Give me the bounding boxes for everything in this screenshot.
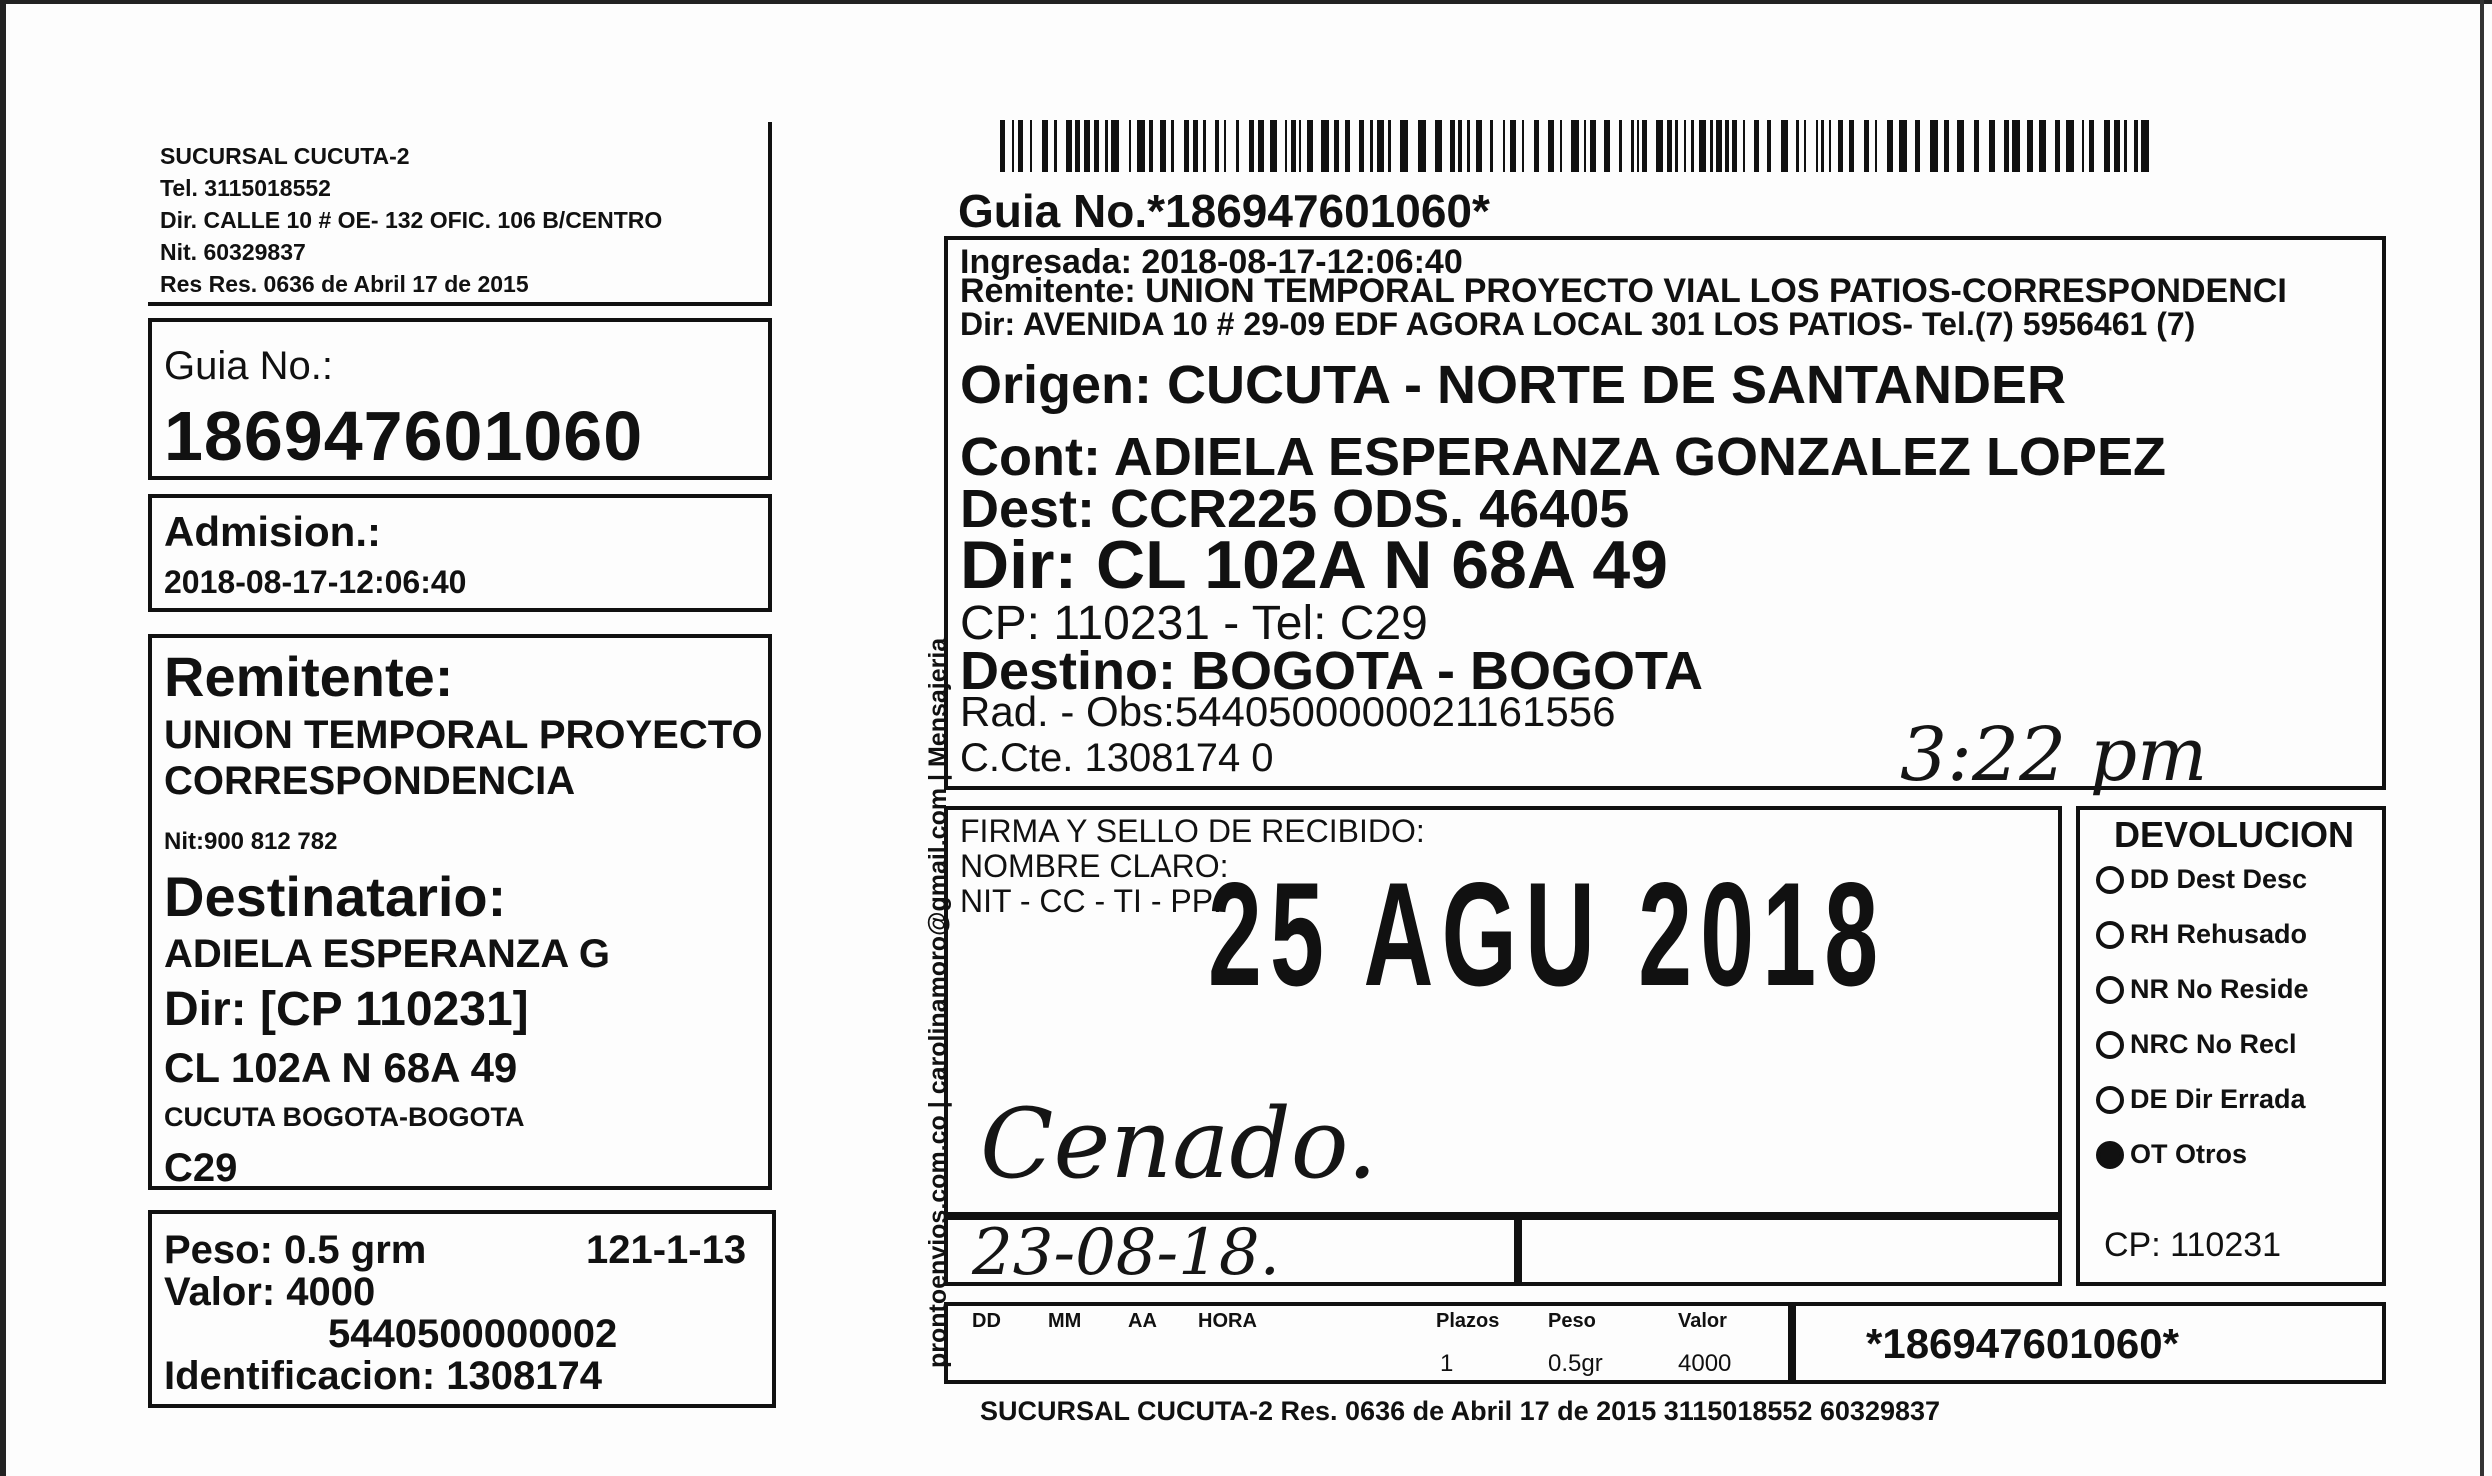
barcode-bar [1804, 120, 1806, 172]
radio-circle-icon[interactable] [2096, 1141, 2124, 1169]
devolucion-option-label: NRC No Recl [2130, 1029, 2297, 1059]
barcode-bar [1743, 120, 1745, 172]
destinatario-city: CUCUTA BOGOTA-BOGOTA [164, 1102, 525, 1132]
identificacion-value: Identificacion: 1308174 [164, 1354, 602, 1398]
table-header-cell: Plazos [1436, 1310, 1500, 1332]
barcode-bar [2134, 120, 2138, 172]
barcode-bar [1075, 120, 1080, 172]
barcode-bar [1875, 120, 1877, 172]
barcode-bar [1631, 120, 1634, 172]
barcode-bar [1699, 120, 1706, 172]
table-header-cell: Peso [1548, 1310, 1596, 1332]
branch-name: SUCURSAL CUCUTA-2 [160, 143, 410, 169]
handwritten-receiver-name: Cenado. [980, 1088, 1378, 1200]
barcode-number-box [1792, 1302, 2386, 1384]
devolucion-option[interactable] [2096, 1084, 2306, 1115]
scan-edge-top [0, 0, 2492, 4]
devolucion-option[interactable] [2096, 1029, 2297, 1060]
barcode-bar [1944, 120, 1949, 172]
barcode-bar [1458, 120, 1462, 172]
barcode-bar [1321, 120, 1329, 172]
guia-number: 186947601060 [164, 397, 644, 475]
barcode-bar [1012, 120, 1014, 172]
barcode-bar [1816, 120, 1818, 172]
barcode-bar [2055, 120, 2060, 172]
barcode-bar [1111, 120, 1119, 172]
peso-value: Peso: 0.5 grm [164, 1228, 427, 1272]
barcode-bar [1370, 120, 1373, 172]
radio-circle-icon[interactable] [2096, 1086, 2124, 1114]
barcode-bar [1105, 120, 1108, 172]
barcode-bar [1171, 120, 1174, 172]
barcode-bar [2141, 120, 2149, 172]
barcode-bar [1930, 120, 1938, 172]
admision-box [148, 494, 772, 612]
barcode-bar [1989, 120, 1995, 172]
barcode-bar [1224, 120, 1226, 172]
destinatario-name: ADIELA ESPERANZA G [164, 932, 610, 976]
radio-circle-icon[interactable] [2096, 976, 2124, 1004]
branch-resolution: Res Res. 0636 de Abril 17 de 2015 [160, 271, 529, 297]
barcode-bar [1725, 120, 1729, 172]
barcode-bar [1716, 120, 1722, 172]
table-header-cell: AA [1128, 1310, 1157, 1332]
radio-circle-icon[interactable] [2096, 921, 2124, 949]
barcode-bar [1522, 120, 1524, 172]
valor-reference: 5440500000002 [328, 1312, 618, 1356]
table-header-cell: DD [972, 1310, 1001, 1332]
radio-circle-icon[interactable] [2096, 866, 2124, 894]
blank-delivery-field [1518, 1216, 2062, 1286]
handwritten-delivery-date: 23-08-18. [972, 1216, 1280, 1290]
barcode-bar [1334, 120, 1339, 172]
barcode-bar [1590, 120, 1596, 172]
barcode-bar [2082, 120, 2084, 172]
barcode-bar [1137, 120, 1145, 172]
barcode-bar [1710, 120, 1713, 172]
devolucion-option[interactable] [2096, 1139, 2247, 1170]
barcode-bar [2039, 120, 2046, 172]
ccte-line: C.Cte. 1308174 0 [960, 736, 1274, 780]
remitente-name-line1: UNION TEMPORAL PROYECTO [164, 713, 763, 757]
barcode-bar [1490, 120, 1493, 172]
barcode-bar [1667, 120, 1672, 172]
barcode-bar [1042, 120, 1048, 172]
barcode-bar [1377, 120, 1384, 172]
barcode-bar [1249, 120, 1254, 172]
barcode-bar [1066, 120, 1072, 172]
devolucion-option[interactable] [2096, 974, 2309, 1005]
barcode-bar [1285, 120, 1287, 172]
destinatario-dir-cp: Dir: [CP 110231] [164, 983, 529, 1036]
remitente-name-line2: CORRESPONDENCIA [164, 759, 576, 803]
devolucion-option[interactable] [2096, 864, 2307, 895]
barcode-bar [1215, 120, 1219, 172]
barcode-bar [1418, 120, 1426, 172]
barcode-bar [1849, 120, 1854, 172]
barcode-bar [1732, 120, 1737, 172]
barcode-bar [1160, 120, 1166, 172]
handwritten-date-field [944, 1216, 1518, 1290]
branch-address: Dir. CALLE 10 # OE- 132 OFIC. 106 B/CENTRO [160, 207, 663, 233]
devolucion-option[interactable] [2096, 919, 2307, 950]
barcode-bar [2004, 120, 2009, 172]
barcode-bar [1359, 120, 1364, 172]
barcode-bar [1467, 120, 1470, 172]
barcode-bar [2104, 120, 2110, 172]
barcode-bar [1149, 120, 1153, 172]
radio-circle-icon[interactable] [2096, 1031, 2124, 1059]
destino-line: Destino: BOGOTA - BOGOTA [960, 641, 1703, 701]
barcode-bar [1203, 120, 1206, 172]
barcode-number: *186947601060* [1866, 1320, 2179, 1367]
vertical-contact-text: prontoenvios.com.co | carolinamoro@gmail.com | Mensajeria [924, 637, 952, 1368]
barcode-bar [1781, 120, 1788, 172]
barcode-bar [1299, 120, 1301, 172]
barcode-bar [1184, 120, 1189, 172]
barcode-bar [2066, 120, 2074, 172]
dir-line: Dir: CL 102A N 68A 49 [960, 527, 1668, 603]
remitente-nit: Nit:900 812 782 [164, 828, 338, 855]
barcode-bar [2124, 120, 2127, 172]
cont-line: Cont: ADIELA ESPERANZA GONZALEZ LOPEZ [960, 427, 2166, 487]
barcode-bar [1675, 120, 1678, 172]
devolucion-title: DEVOLUCION [2114, 814, 2355, 855]
barcode-bar [1684, 120, 1686, 172]
destinatario-address: CL 102A N 68A 49 [164, 1044, 518, 1091]
guia-number-box [148, 318, 772, 480]
guia-label: Guia No.: [164, 344, 333, 388]
handwritten-time: 3:22 pm [1900, 712, 2208, 798]
barcode-bar [1619, 120, 1622, 172]
barcode-bar [1193, 120, 1198, 172]
barcode-bar [1642, 120, 1647, 172]
barcode-bar [1604, 120, 1610, 172]
barcode-bar [1915, 120, 1920, 172]
barcode-bar [1534, 120, 1539, 172]
barcode-bar [1388, 120, 1391, 172]
ingresada-line: Ingresada: 2018-08-17-12:06:40 [960, 243, 1463, 281]
peso-valor-box [148, 1210, 776, 1408]
admision-label: Admision.: [164, 508, 381, 555]
devolucion-option-label: RH Rehusado [2130, 919, 2308, 949]
barcode-bar [1864, 120, 1869, 172]
barcode-bar [1560, 120, 1562, 172]
barcode-bar [1974, 120, 1979, 172]
remitente-dir-line: Dir: AVENIDA 10 # 29-09 EDF AGORA LOCAL 301 LOS PATIOS- Tel.(7) 5956461 (7) [960, 306, 2196, 342]
barcode-bar [1899, 120, 1907, 172]
footer-branch-line: SUCURSAL CUCUTA-2 Res. 0636 de Abril 17 de 2015 3115018552 60329837 [980, 1396, 1941, 1426]
barcode-bar [1584, 120, 1586, 172]
barcode-bar [1571, 120, 1579, 172]
table-header-cell: HORA [1198, 1310, 1257, 1332]
scan-edge-left [0, 0, 6, 1476]
scan-edge-right [2480, 0, 2484, 1476]
barcode-bar [1307, 120, 1313, 172]
barcode-bar [1000, 120, 1005, 172]
barcode-bar [1548, 120, 1554, 172]
firma-title: FIRMA Y SELLO DE RECIBIDO: [960, 813, 1425, 849]
barcode-bar [1236, 120, 1239, 172]
barcode-bar [1829, 120, 1831, 172]
cp-tel-line: CP: 110231 - Tel: C29 [960, 597, 1428, 650]
barcode-bar [2027, 120, 2033, 172]
barcode-bar [1887, 120, 1893, 172]
barcode-bar [1503, 120, 1505, 172]
devolucion-option-label: NR No Reside [2130, 974, 2309, 1004]
barcode-bar [1435, 120, 1442, 172]
barcode-bar [1450, 120, 1455, 172]
barcode-bar [1345, 120, 1350, 172]
branch-nit: Nit. 60329837 [160, 239, 306, 265]
dest-line: Dest: CCR225 ODS. 46405 [960, 479, 1630, 539]
barcode-bar [2114, 120, 2120, 172]
table-header-cell: MM [1048, 1310, 1082, 1332]
table-header-cell: Valor [1678, 1310, 1727, 1332]
barcode-bar [1510, 120, 1516, 172]
devolucion-box [2076, 806, 2386, 1286]
barcode-bar [1291, 120, 1296, 172]
barcode-bar [1754, 120, 1759, 172]
barcode-graphic [1000, 120, 2156, 172]
branch-tel: Tel. 3115018552 [160, 175, 331, 201]
valor-cell-value: 4000 [1678, 1350, 1732, 1377]
barcode-bar [1400, 120, 1408, 172]
firma-box [944, 806, 2062, 1216]
plazos-value: 1 [1440, 1350, 1454, 1377]
barcode-bar [1270, 120, 1277, 172]
guia-header: Guia No.*186947601060* [958, 185, 1490, 237]
barcode-bar [1957, 120, 1964, 172]
barcode-bar [1821, 120, 1824, 172]
destinatario-label: Destinatario: [164, 865, 507, 928]
delivery-info-table [944, 1302, 1792, 1384]
admision-value: 2018-08-17-12:06:40 [164, 564, 467, 600]
remitente-destinatario-box [148, 634, 772, 1190]
branch-info-block [148, 122, 772, 306]
barcode-bar [1129, 120, 1131, 172]
devolucion-cp: CP: 110231 [2104, 1226, 2282, 1264]
barcode-bar [1054, 120, 1057, 172]
barcode-bar [1030, 120, 1032, 172]
devolucion-option-label: DD Dest Desc [2130, 864, 2308, 894]
peso-cell-value: 0.5gr [1548, 1350, 1603, 1377]
barcode-bar [2089, 120, 2094, 172]
valor-value: Valor: 4000 [164, 1270, 376, 1314]
barcode-bar [1018, 120, 1023, 172]
barcode-bar [1637, 120, 1639, 172]
remitente-line: Remitente: UNION TEMPORAL PROYECTO VIAL LOS PATIOS-CORRESPONDENCI [960, 272, 2287, 310]
remitente-label: Remitente: [164, 645, 454, 708]
received-date-stamp: 25 AGU 2018 [1208, 852, 1887, 1018]
barcode-bar [1084, 120, 1090, 172]
destinatario-tel: C29 [164, 1146, 238, 1190]
origen-line: Origen: CUCUTA - NORTE DE SANTANDER [960, 355, 2066, 415]
nit-cc-ti-pp-label: NIT - CC - TI - PP: [960, 883, 1222, 919]
devolucion-option-label: DE Dir Errada [2130, 1084, 2306, 1114]
nombre-claro-label: NOMBRE CLARO: [960, 848, 1229, 884]
rad-obs-line: Rad. - Obs:5440500000021161556 [960, 688, 1616, 735]
barcode-bar [1796, 120, 1799, 172]
barcode-bar [1838, 120, 1843, 172]
barcode-bar [1767, 120, 1771, 172]
barcode-bar [1691, 120, 1694, 172]
barcode-bar [2012, 120, 2020, 172]
shipment-details-box [944, 236, 2386, 790]
barcode-bar [1656, 120, 1663, 172]
barcode-bar [1476, 120, 1482, 172]
barcode-bar [1258, 120, 1264, 172]
devolucion-option-label: OT Otros [2130, 1139, 2248, 1169]
tracking-code: 121-1-13 [586, 1228, 747, 1272]
barcode-bar [1094, 120, 1099, 172]
